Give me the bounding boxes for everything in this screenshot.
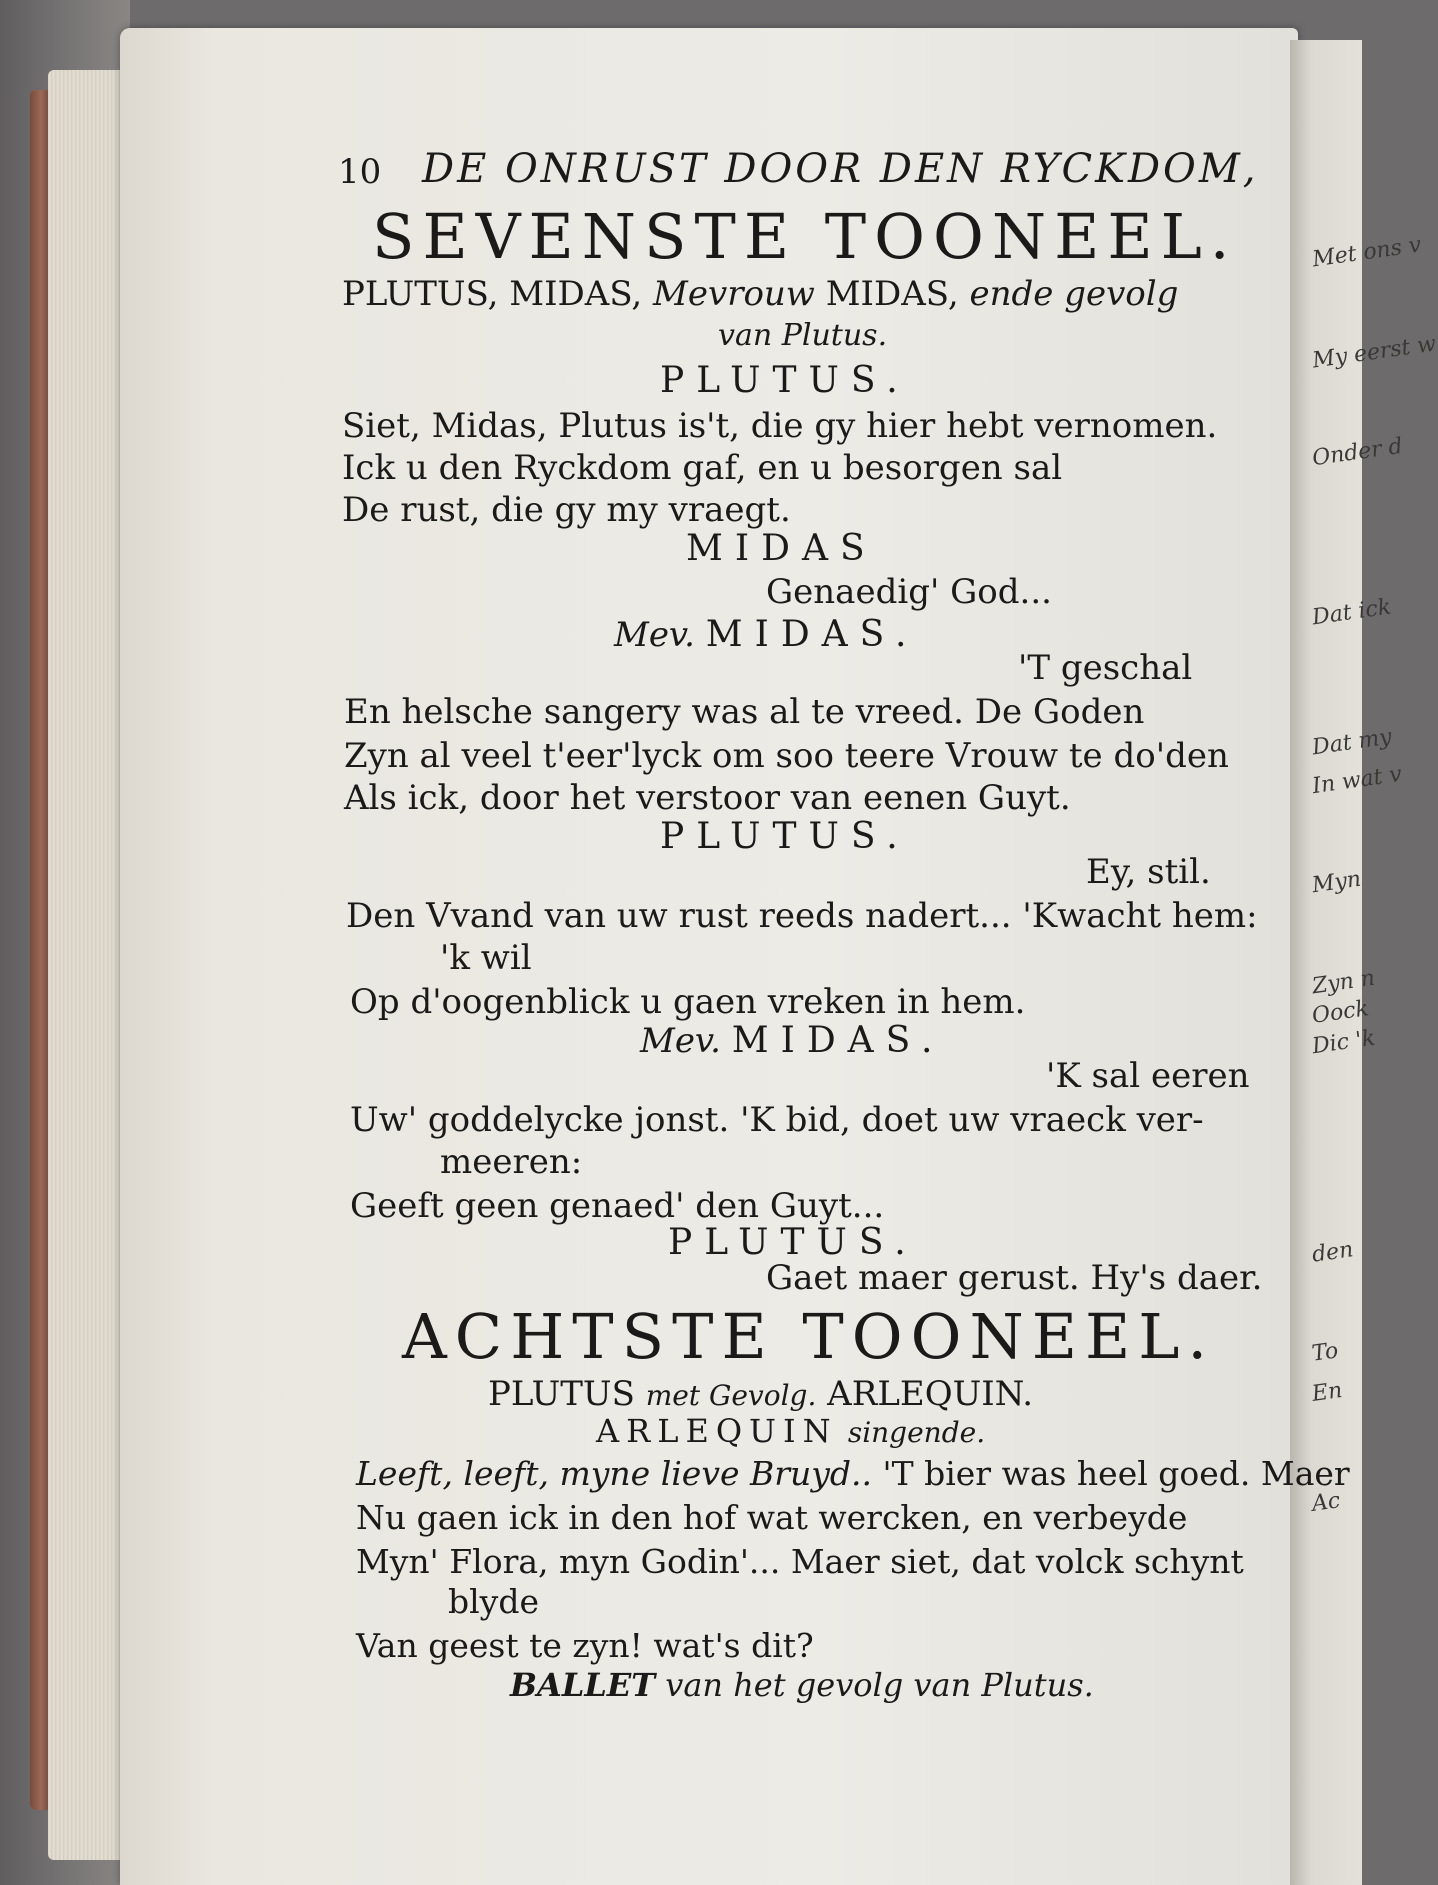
verse-line: Genaedig' God... <box>766 572 1052 612</box>
verse-line: En helsche sangery was al te vreed. De Goden <box>344 692 1145 732</box>
speaker-name: PLUTUS. <box>660 360 910 401</box>
running-title: DE ONRUST DOOR DEN RYCKDOM, <box>422 146 1259 192</box>
facing-fragment: Dat ick <box>1310 594 1393 631</box>
speaker-name: MIDAS. <box>731 1020 945 1061</box>
cast-gevolg: ende gevolg <box>969 274 1179 314</box>
speaker-name: PLUTUS. <box>668 1222 918 1263</box>
verse-line: Myn' Flora, myn Godin'... Maer siet, dat volck schynt <box>356 1542 1244 1581</box>
verse-line: Siet, Midas, Plutus is't, die gy hier hebt vernomen. <box>342 406 1218 446</box>
cast-gevolg: met Gevolg. <box>645 1379 817 1412</box>
cast-mevrouw: Mevrouw <box>653 274 815 314</box>
scene-title: SEVENSTE TOONEEL. <box>372 200 1238 273</box>
facing-fragment: Dic 'k <box>1310 1025 1377 1060</box>
facing-fragment: Dat my <box>1310 724 1394 761</box>
verse-line: 'K sal eeren <box>1046 1056 1250 1096</box>
facing-fragment: To <box>1310 1338 1340 1367</box>
verse-line-cont: meeren: <box>440 1142 583 1182</box>
cast-plutus: PLUTUS <box>488 1374 635 1414</box>
cast-list-cont: van Plutus. <box>718 318 888 353</box>
verse-line: Nu gaen ick in den hof wat wercken, en verbeyde <box>356 1498 1188 1537</box>
verse-line: Als ick, door het verstoor van eenen Guyt. <box>344 778 1071 818</box>
speaker-prefix: Mev. <box>614 615 695 655</box>
cast-list <box>488 1374 1033 1414</box>
cast-names: PLUTUS, MIDAS, <box>342 274 643 314</box>
verse-line <box>356 1454 1350 1493</box>
verse-italic: Leeft, leeft, myne lieve Bruyd.. <box>356 1454 873 1493</box>
facing-fragment: Ac <box>1310 1488 1342 1517</box>
page-number: 10 <box>338 152 382 192</box>
ballet-text: van het gevolg van Plutus. <box>665 1666 1094 1704</box>
verse-line: Zyn al veel t'eer'lyck om soo teere Vrouw te do'den <box>344 736 1229 776</box>
facing-fragment: Zyn n <box>1310 965 1377 1000</box>
speaker-label <box>596 1412 985 1450</box>
speaker-direction: singende. <box>847 1416 986 1449</box>
cast-midas: MIDAS, <box>825 274 959 314</box>
ballet-label: BALLET <box>510 1666 656 1704</box>
facing-fragment: En <box>1310 1378 1344 1407</box>
facing-fragment: Onder d <box>1310 433 1405 472</box>
speaker-prefix: Mev. <box>640 1021 721 1061</box>
verse-line: Gaet maer gerust. Hy's daer. <box>766 1258 1263 1298</box>
verse-line: Den Vvand van uw rust reeds nadert... 'Kwacht hem: <box>346 896 1258 936</box>
scene-title: ACHTSTE TOONEEL. <box>402 1300 1216 1373</box>
facing-fragment: In wat v <box>1310 761 1404 800</box>
speaker-label <box>614 614 919 655</box>
facing-fragment: My eerst w <box>1310 331 1438 374</box>
cast-arlequin: ARLEQUIN. <box>827 1374 1034 1414</box>
verse-line: De rust, die gy my vraegt. <box>342 490 791 530</box>
verse-line: Van geest te zyn! wat's dit? <box>356 1626 814 1665</box>
facing-fragment: den <box>1310 1237 1355 1268</box>
facing-fragment: Met ons v <box>1310 232 1423 273</box>
verse-line: Ick u den Ryckdom gaf, en u besorgen sal <box>342 448 1063 488</box>
verse-line: Ey, stil. <box>1086 852 1211 892</box>
verse-line: Geeft geen genaed' den Guyt... <box>350 1186 885 1226</box>
verse-line-cont: blyde <box>448 1582 539 1621</box>
facing-fragment: Oock <box>1310 996 1371 1029</box>
verse-line-cont: 'k wil <box>440 938 532 978</box>
stage-direction <box>510 1666 1094 1704</box>
cast-list <box>342 274 1178 314</box>
speaker-name: PLUTUS. <box>660 816 910 857</box>
verse-line: Op d'oogenblick u gaen vreken in hem. <box>350 982 1026 1022</box>
speaker-label <box>640 1020 945 1061</box>
verse-line: Uw' goddelycke jonst. 'K bid, doet uw vraeck ver- <box>350 1100 1204 1140</box>
speaker-name: ARLEQUIN <box>596 1412 838 1450</box>
verse-roman: 'T bier was heel goed. Maer <box>882 1454 1350 1493</box>
speaker-name: MIDAS. <box>705 614 919 655</box>
speaker-name: MIDAS <box>686 528 877 569</box>
verse-line: 'T geschal <box>1018 648 1193 688</box>
facing-fragment: Myn <box>1310 866 1363 899</box>
